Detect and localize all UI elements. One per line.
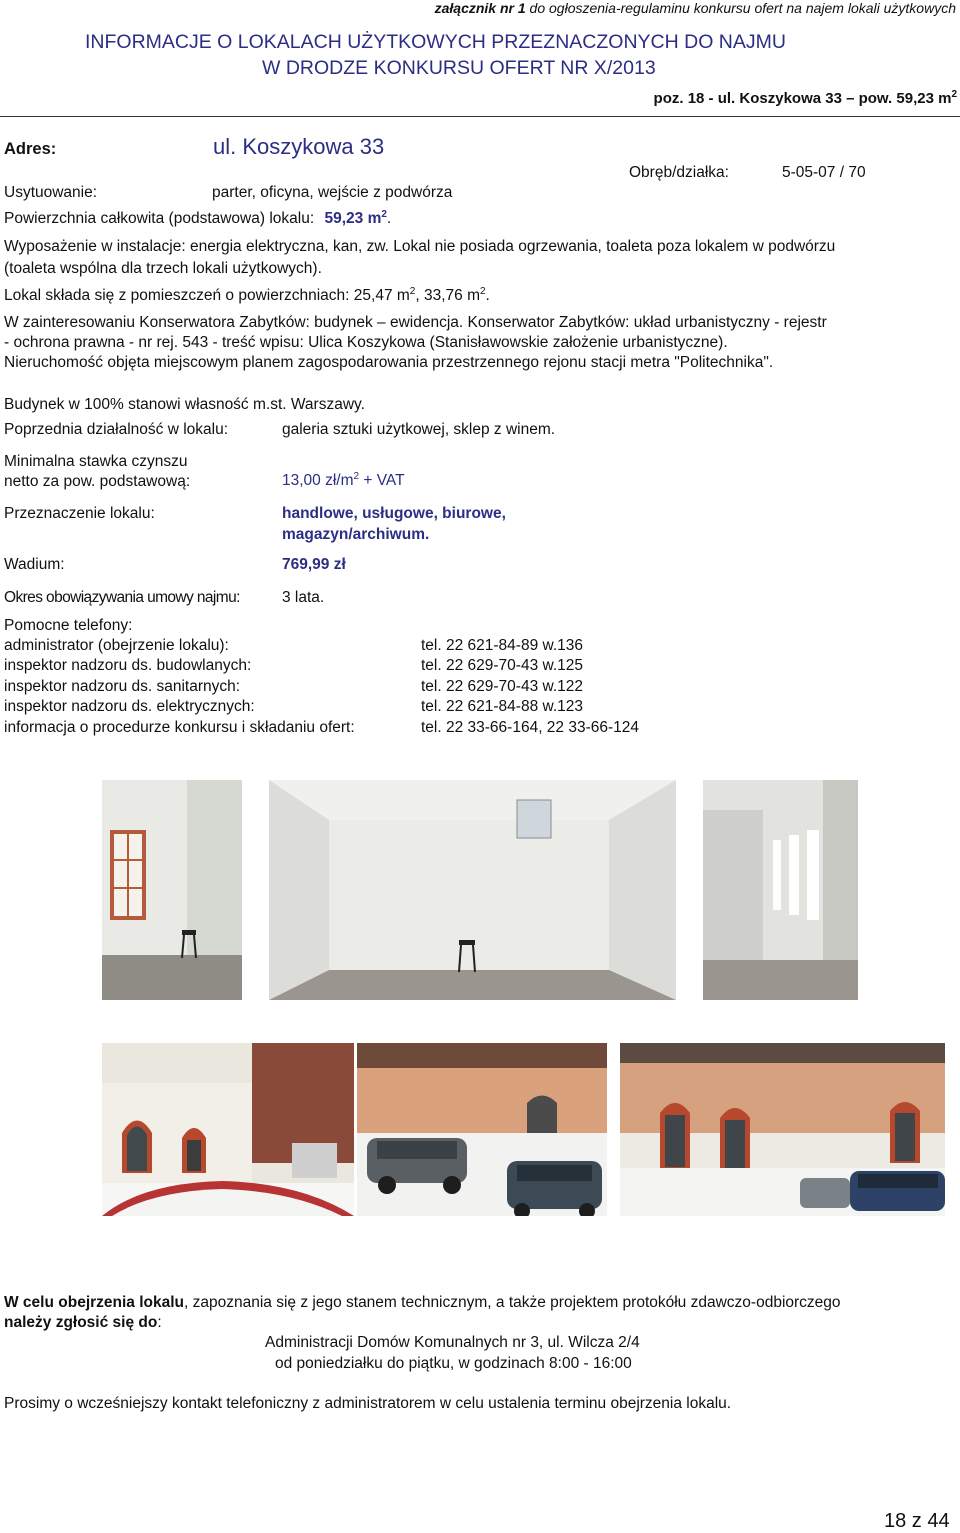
area-value (324, 210, 386, 227)
report-colon: : (157, 1314, 162, 1331)
phone-label-construction: inspektor nadzoru ds. budowlanych: (4, 657, 252, 674)
conservator-line-1: W zainteresowaniu Konserwatora Zabytków: budynek – ewidencja. Konserwator Zabytków: układ urbanistyczny - rejestr (4, 314, 827, 331)
photo-courtyard-left (102, 1043, 354, 1216)
report-bold: należy zgłosić się do (4, 1314, 158, 1331)
area-sup: 2 (381, 208, 387, 220)
photo-courtyard-right (620, 1043, 945, 1216)
annex-description: do ogłoszenia-regulaminu konkursu ofert na najem lokali użytkowych (529, 0, 956, 16)
report-line (4, 1314, 162, 1332)
page-number: 18 z 44 (884, 1510, 950, 1532)
photo-interior-corridor-windows (703, 780, 858, 1000)
position-reference (654, 90, 957, 107)
annex-number: załącznik nr 1 (434, 0, 526, 16)
deposit-label: Wadium: (4, 556, 65, 573)
location-value: parter, oficyna, wejście z podwórza (212, 184, 453, 201)
phones-heading: Pomocne telefony: (4, 617, 133, 634)
area-row (4, 210, 391, 228)
rent-label-1: Minimalna stawka czynszu (4, 453, 188, 470)
area-dot: . (386, 210, 392, 227)
prev-activity-value: galeria sztuki użytkowej, sklep z winem. (282, 421, 556, 438)
purpose-label: Przeznaczenie lokalu: (4, 505, 155, 522)
rooms-text: Lokal składa się z pomieszczeń o powierzchniach: 25,47 m (4, 287, 410, 304)
phone-label-procedure: informacja o procedurze konkursu i składaniu ofert: (4, 719, 355, 736)
rooms-line (4, 287, 490, 305)
area-value-text: 59,23 m (324, 210, 382, 227)
phone-tel-electrical[interactable]: tel. 22 621-84-88 w.123 (421, 698, 584, 715)
plot-label: Obręb/działka: (629, 164, 729, 181)
office-hours: od poniedziałku do piątku, w godzinach 8:00 - 16:00 (275, 1355, 632, 1372)
rooms-text-2: , 33,76 m (415, 287, 480, 304)
rooms-sup-2: 2 (479, 285, 486, 297)
photo-interior-window-chair (102, 780, 242, 1000)
rent-value-text: 13,00 zł/m (282, 472, 354, 489)
position-reference-text: poz. 18 - ul. Koszykowa 33 – pow. 59,23 m (653, 90, 952, 107)
deposit-value: 769,99 zł (282, 556, 346, 573)
equipment-line-2: (toaleta wspólna dla trzech lokali użytkowych). (4, 260, 322, 277)
visit-line (4, 1294, 841, 1312)
phone-label-admin: administrator (obejrzenie lokalu): (4, 637, 229, 654)
plan-line: Nieruchomość objęta miejscowym planem zagospodarowania przestrzennego rejonu stacji metra "Politechnika". (4, 354, 774, 371)
purpose-line-2: magazyn/archiwum. (282, 526, 430, 543)
office-address: Administracji Domów Komunalnych nr 3, ul. Wilcza 2/4 (265, 1334, 640, 1351)
phone-label-sanitary: inspektor nadzoru ds. sanitarnych: (4, 678, 241, 695)
position-reference-sup: 2 (951, 89, 957, 100)
visit-bold: W celu obejrzenia lokalu (4, 1294, 185, 1311)
phone-tel-procedure[interactable]: tel. 22 33-66-164, 22 33-66-124 (421, 719, 640, 736)
equipment-line-1: Wyposażenie w instalacje: energia elektryczna, kan, zw. Lokal nie posiada ogrzewania, toaleta poza lokalem w podwórzu (4, 238, 836, 255)
photo-interior-white-wall (269, 780, 676, 1000)
rent-label-2: netto za pow. podstawową: (4, 473, 191, 490)
rooms-sup-1: 2 (409, 285, 416, 297)
rent-vat: + VAT (359, 472, 405, 489)
term-value: 3 lata. (282, 589, 325, 606)
term-label: Okres obowiązywania umowy najmu: (4, 589, 240, 606)
location-label: Usytuowanie: (4, 184, 98, 201)
rent-value (282, 472, 405, 490)
annex-note (435, 0, 956, 16)
contact-note: Prosimy o wcześniejszy kontakt telefoniczny z administratorem w celu ustalenia terminu obejrzenia lokalu. (4, 1395, 732, 1412)
phone-label-electrical: inspektor nadzoru ds. elektrycznych: (4, 698, 255, 715)
photo-courtyard-cars-center (357, 1043, 607, 1216)
prev-activity-label: Poprzednia działalność w lokalu: (4, 421, 229, 438)
purpose-line-1: handlowe, usługowe, biurowe, (282, 505, 506, 522)
area-label: Powierzchnia całkowita (podstawowa) lokalu: (4, 210, 315, 227)
title-line-1: INFORMACJE O LOKALACH UŻYTKOWYCH PRZEZNACZONYCH DO NAJMU (85, 31, 786, 53)
rooms-end: . (485, 287, 490, 304)
conservator-line-2: - ochrona prawna - nr rej. 543 - treść wpisu: Ulica Koszykowa (Stanisławowskie założenie urbanistyczne). (4, 334, 728, 351)
visit-rest: , zapoznania się z jego stanem technicznym, a także projektem protokółu zdawczo-odbiorczego (184, 1294, 841, 1311)
title-line-2: W DRODZE KONKURSU OFERT NR X/2013 (262, 57, 656, 79)
rent-sup: 2 (353, 470, 360, 482)
ownership-line: Budynek w 100% stanowi własność m.st. Warszawy. (4, 396, 365, 413)
header-divider (0, 116, 960, 117)
phone-tel-admin[interactable]: tel. 22 621-84-89 w.136 (421, 637, 584, 654)
phone-tel-construction[interactable]: tel. 22 629-70-43 w.125 (421, 657, 584, 674)
plot-value: 5-05-07 / 70 (782, 164, 866, 181)
phone-tel-sanitary[interactable]: tel. 22 629-70-43 w.122 (421, 678, 584, 695)
address-value: ul. Koszykowa 33 (213, 134, 385, 159)
address-label: Adres: (4, 140, 57, 158)
